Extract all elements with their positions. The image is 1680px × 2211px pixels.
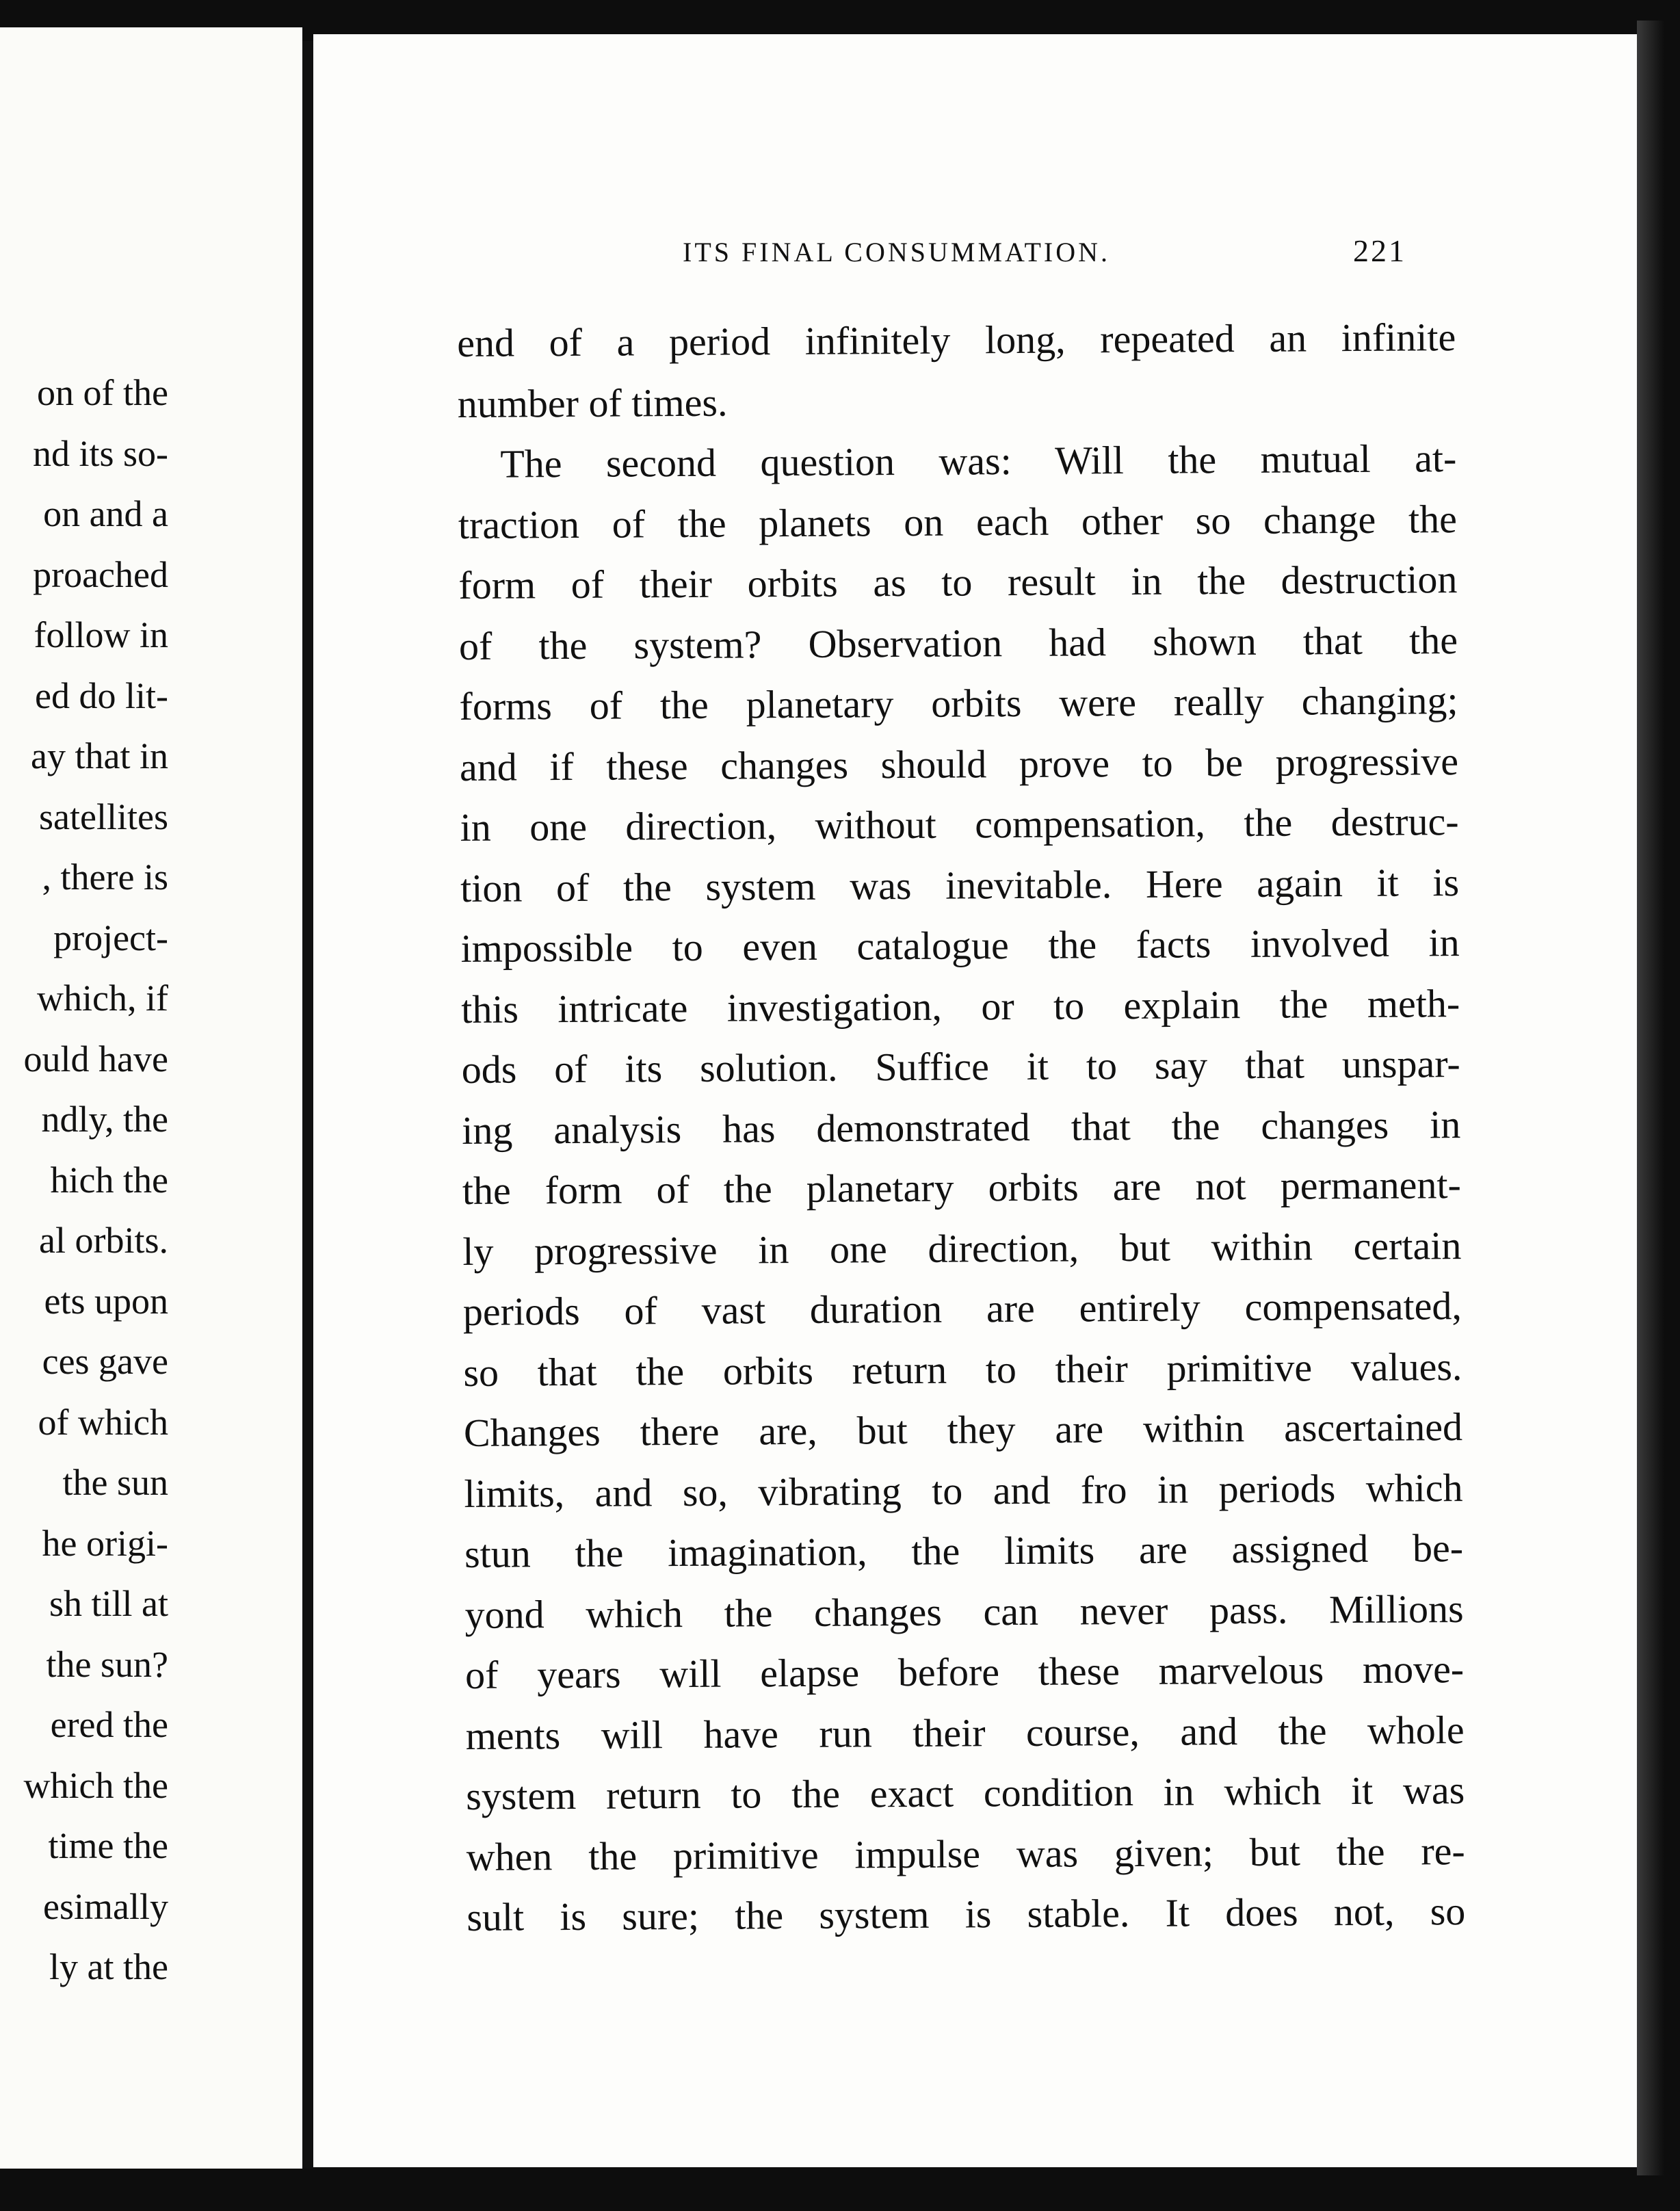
left-line: on and a: [43, 493, 168, 534]
text-line: Changes there are, but they are within ascertained: [463, 1404, 1463, 1455]
text-line: forms of the planetary orbits were really changing;: [459, 678, 1458, 729]
text-line: tion of the system was inevitable. Here again it is: [460, 859, 1460, 911]
text-line: periods of vast duration are entirely compensated,: [462, 1283, 1462, 1334]
text-line: ments will have run their course, and the whole: [465, 1707, 1465, 1758]
text-line: stun the imagination, the limits are assigned be-: [464, 1526, 1464, 1576]
left-page-text: [24, 363, 168, 1998]
text-line: limits, and so, vibrating to and fro in periods which: [464, 1465, 1463, 1516]
text-line: yond which the changes can never pass. Millions: [464, 1586, 1464, 1637]
left-line: ay that in: [31, 735, 168, 776]
text-line: the form of the planetary orbits are not permanent-: [462, 1162, 1462, 1213]
left-line: of which: [38, 1401, 168, 1443]
left-line: project-: [53, 917, 168, 958]
left-line: satellites: [39, 796, 168, 837]
text-line: this intricate investigation, or to explain the meth-: [461, 980, 1460, 1032]
book-gutter: [302, 41, 313, 2169]
text-line: ods of its solution. Suffice it to say that unspar-: [461, 1041, 1460, 1092]
text-line: number of times.: [457, 380, 728, 426]
text-line: ly progressive in one direction, but within certain: [462, 1222, 1462, 1274]
left-line: sh till at: [49, 1583, 168, 1624]
text-line: ing analysis has demonstrated that the changes in: [462, 1101, 1461, 1153]
left-line: time the: [48, 1825, 168, 1866]
text-line: system return to the exact condition in which it was: [466, 1768, 1465, 1818]
text-line: of the system? Observation had shown that the: [458, 617, 1458, 668]
left-line: esimally: [43, 1885, 168, 1927]
page-number: 221: [1353, 233, 1406, 268]
left-facing-page: [0, 27, 302, 2169]
left-line: on of the: [37, 372, 168, 413]
left-line: ndly, the: [41, 1099, 168, 1140]
left-line: ly at the: [49, 1946, 168, 1987]
left-line: proached: [33, 553, 168, 595]
left-line: ould have: [23, 1038, 168, 1080]
running-head: ITS FINAL CONSUMMATION.: [683, 237, 1110, 267]
paragraph-start-line: The second question was: Will the mutual at-: [500, 436, 1457, 486]
left-line: which the: [23, 1764, 168, 1806]
text-line: and if these changes should prove to be progressive: [459, 738, 1459, 789]
left-line: ered the: [50, 1704, 168, 1745]
left-line: ed do lit-: [35, 675, 168, 716]
text-line: in one direction, without compensation, the destruc-: [460, 799, 1459, 850]
text-line: sult is sure; the system is stable. It does not, so: [467, 1889, 1466, 1939]
left-line: ces gave: [42, 1341, 168, 1382]
page-edge-shadow: [1637, 21, 1664, 2175]
left-line: hich the: [50, 1159, 168, 1201]
text-line: so that the orbits return to their primitive values.: [463, 1344, 1462, 1395]
text-line: when the primitive impulse was given; but the re-: [466, 1828, 1465, 1879]
left-line: the sun: [62, 1462, 168, 1503]
left-line: the sun?: [46, 1643, 168, 1685]
left-line: ets upon: [44, 1280, 168, 1322]
left-line: follow in: [34, 614, 168, 655]
text-line: of years will elapse before these marvelous move-: [464, 1647, 1465, 1697]
left-line: he origi-: [42, 1522, 168, 1564]
body-text: [457, 307, 1466, 1948]
left-line: , there is: [42, 856, 168, 898]
text-line: form of their orbits as to result in the destruction: [458, 557, 1458, 607]
text-line: impossible to even catalogue the facts involved in: [460, 920, 1460, 971]
left-line: which, if: [37, 978, 168, 1019]
left-line: nd its so-: [32, 432, 168, 474]
text-line: traction of the planets on each other so change the: [458, 496, 1458, 547]
left-line: al orbits.: [39, 1220, 168, 1261]
text-line: end of a period infinitely long, repeated an infinite: [457, 315, 1456, 365]
